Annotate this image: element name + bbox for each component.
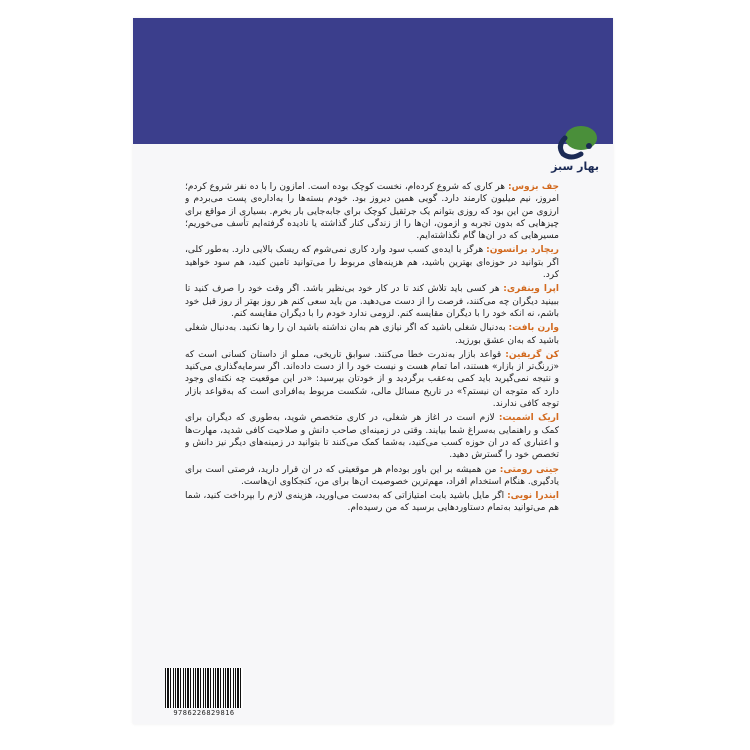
quote-entry: [185, 464, 559, 489]
quote-text: من همیشه بر این باور بوده‌ام هر موقعیتی که در ان قرار دارید، فرصتی است برای یادگیری. هنگام استخدام افراد، مهم‌ترین خصوصیت ان‌ها برای من، کنجکاوی ان‌هاست.: [185, 464, 559, 487]
person-name: کن گریفین:: [505, 349, 559, 360]
quote-text: اگر مایل باشید بابت امتیازاتی که به‌دست می‌اورید، هزینه‌ی لازم را بپرداخت کنید، شما هم می‌توانید به‌تمام دستاوردهایی برسید که من رسیده‌ام.: [185, 491, 559, 514]
quote-entry: [185, 283, 559, 320]
quote-entry: [185, 349, 559, 410]
cover-color-band: [133, 18, 613, 144]
person-name: اپرا وینفری:: [503, 284, 559, 295]
quote-text: هرگز با ایده‌ی کسب سود وارد کاری نمی‌شوم که ریسک بالایی دارد. به‌طور کلی، اگر بتوانید در حوزه‌ای بهترین باشید، هم هزینه‌های مربوط را می‌توانید تامین کنید، هم سود خواهید کرد.: [185, 245, 559, 281]
person-name: ریچارد برانسون:: [486, 245, 559, 256]
quote-entry: [185, 490, 559, 515]
quote-text: هر کاری که شروع کرده‌ام، نخست کوچک بوده است. امازون را با ده نفر شروع کردم؛ امروز، نیم میلیون کارمند دارد. گویی همین دیروز بود. خودم بسته‌ها را به‌اداره‌ی پست می‌بردم و ارزوی من این بود که روزی بتوانم یک جرثقیل کوچک برای جابه‌جایی بار بخرم. بسیاری از مواقع برای چیزهایی که بدون تجربه و ازمون، ان‌ها را از زندگی کنار گذاشته یا نادیده گرفته‌ایم تأسف می‌خوریم؛ مسیرهایی که در ان‌ها گام نگذاشته‌ایم.: [185, 182, 559, 242]
publisher-logo-text: بهار سبز: [551, 160, 599, 173]
book-back-cover: [133, 18, 613, 724]
isbn-number: 9786226829816: [173, 709, 235, 717]
person-name: وارن بافت:: [508, 323, 559, 334]
quote-entry: [185, 181, 559, 242]
quote-entry: [185, 412, 559, 461]
person-name: اریک اشمیت:: [498, 413, 559, 424]
quotes-body: [185, 181, 559, 665]
quote-text: قواعد بازار به‌ندرت خطا می‌کنند. سوابق تاریخی، مملو از داستان کسانی است که «زرنگ‌تر از بازار» هستند، اما تمام هست و نیست خود را از دست داده‌اند. اگر سرمایه‌گذاری می‌کنید و نتیجه نمی‌گیرید باید کمی به‌عقب برگردید و از خودتان بپرسید: «در این موقعیت چه نکته‌ای وجود دارد که متوجه ان نیستم؟» در تاریخ مسائل مالی، شکست مربوط به‌افرادی است که به‌قواعد بازار توجه کافی ندارند.: [185, 349, 559, 410]
barcode-bars: [165, 668, 243, 708]
quote-entry: [185, 244, 559, 281]
quote-text: هر کسی باید تلاش کند تا در کار خود بی‌نظیر باشد. اگر وقت خود را صرف کنید تا ببینید دیگران چه می‌کنند، فرصت را از دست می‌دهید. من باید سعی کنم هر روز بهتر از روز قبل خود باشم، نه انکه خود را با دیگران مقایسه کنم. لزومی ندارد خودم را با دیگران مقایسه کنم.: [185, 284, 559, 319]
quote-text: به‌دنبال شغلی باشید که اگر نیازی هم به‌ان نداشته باشید ان را رها نکنید. به‌دنبال شغلی باشید که به‌ان عشق بورزید.: [185, 323, 559, 346]
person-name: ایندرا نویی:: [507, 491, 559, 502]
quote-entry: [185, 322, 559, 347]
person-name: جینی رومتی:: [499, 464, 559, 475]
isbn-barcode: [165, 668, 243, 720]
person-name: جف بزوس:: [507, 182, 559, 192]
quote-text: لازم است در اغاز هر شغلی، در کاری متخصص شوید، به‌طوری که دیگران برای کمک و راهنمایی به‌سراغ شما بیایند. وقتی در زمینه‌ای صاحب دانش و صلاحیت کافی شدید، مهارت‌ها و اعتباری که در ان حوزه کسب می‌کنید، به‌شما کمک می‌کنند تا بتوانید در زمینه‌های دیگر نیز دانش و تخصص خود را گسترش دهید.: [185, 413, 559, 461]
